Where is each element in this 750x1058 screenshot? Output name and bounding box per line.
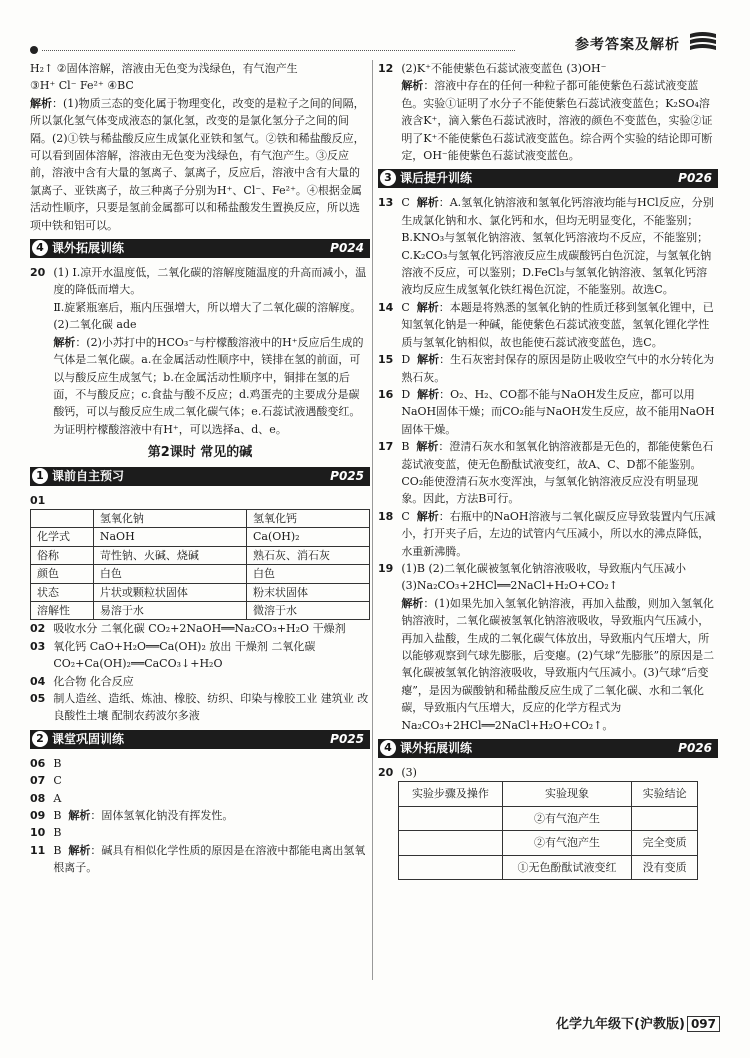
section-bar-preview	[30, 467, 370, 486]
table-header-row	[31, 509, 370, 527]
q12-analysis	[401, 77, 718, 164]
table-cell: 颜色	[31, 565, 94, 583]
section-title: 课外拓展训练	[52, 241, 125, 256]
section-badge: 4	[32, 240, 48, 256]
q20-answer-3: (2)二氧化碳 ade	[53, 318, 137, 332]
section-bar-consolidation	[30, 730, 370, 749]
answer-choice: C	[401, 509, 410, 523]
question-number: 09	[30, 809, 46, 823]
analysis-text: ：(1)物质三态的变化属于物理变化，改变的是粒子之间的间隔，所以氯化氢气体变成液态的氯化氢，改变的是氯化氢分子之间的间隔。(2)①铁与稀盐酸反应生成氯化亚铁和氢气。②铁和稀盐酸反应，可以看到固体溶解，溶液由无色变为浅绿色，有气泡产生。③反应前，溶液中含有大量的氢离子、氯离子，反应后，溶液中含有大量的氯离子、亚铁离子，故三种离子分别为H⁺、Cl⁻、Fe²⁺。④根据金属活动性顺序，只要是氢前金属都可以和稀盐酸发生置换反应，所以选项中铁和铝可以。	[30, 96, 365, 232]
header-bullet	[30, 46, 38, 54]
question-number: 13	[378, 196, 394, 210]
table-cell: Ca(OH)₂	[246, 528, 369, 546]
table-cell: 白色	[246, 565, 369, 583]
question-20-right	[378, 764, 718, 781]
question-number: 17	[378, 440, 394, 454]
table-cell: 状态	[31, 583, 94, 601]
answer-text: (3)	[401, 766, 417, 780]
q12-answer: (2)K⁺不能使紫色石蕊试液变蓝色 (3)OH⁻	[401, 62, 607, 75]
question-01: 01	[30, 493, 46, 507]
answer-choice: C	[401, 196, 410, 210]
column-divider	[372, 60, 373, 980]
answer-choice: D	[401, 387, 411, 401]
section-bar-extension	[30, 239, 370, 258]
book-title: 化学九年级下(沪教版)	[556, 1017, 685, 1032]
answer-body	[401, 508, 718, 560]
analysis-label: 解析	[53, 335, 76, 349]
table-row	[399, 806, 698, 830]
table-cell: 熟石灰、消石灰	[246, 546, 369, 564]
analysis-text: ：O₂、H₂、CO都不能与NaOH发生反应，都可以用NaOH固体干燥；而CO₂能与NaOH发生反应，故不能用NaOH固体干燥。	[401, 387, 715, 436]
question-number: 08	[30, 791, 46, 805]
header-title: 参考答案及解析	[575, 37, 680, 53]
question-07	[30, 772, 370, 789]
analysis-label: 解析	[68, 809, 91, 823]
table-cell: 没有变质	[632, 855, 698, 879]
question-11	[30, 842, 370, 877]
answer-body	[53, 807, 233, 824]
section-title: 课前自主预习	[52, 468, 125, 483]
section-page-ref: P025	[330, 468, 364, 483]
table-row	[31, 565, 370, 583]
table-row	[31, 546, 370, 564]
section-title: 课外拓展训练	[400, 741, 473, 756]
answer-choice: B	[53, 843, 62, 857]
analysis-label: 解析	[401, 596, 424, 610]
section-title: 课后提升训练	[400, 171, 473, 186]
analysis-label: 解析	[416, 196, 439, 210]
prev-answer-line-2: ③H⁺ Cl⁻ Fe²⁺ ④BC	[30, 79, 134, 93]
table-header-cell	[31, 509, 94, 527]
table-cell: 溶解性	[31, 601, 94, 619]
answer-body	[401, 438, 718, 508]
table-cell: 完全变质	[632, 831, 698, 855]
table-cell: ②有气泡产生	[502, 831, 631, 855]
question-number: 20	[378, 766, 394, 780]
section-badge: 4	[380, 740, 396, 756]
answer-body	[401, 386, 718, 438]
answer-text: 制人造丝、造纸、炼油、橡胶、纺织、印染与橡胶工业 建筑业 改良酸性土壤 配制农药波尔多液	[53, 692, 369, 723]
question-number: 12	[378, 62, 394, 75]
left-column	[30, 60, 370, 877]
question-number: 04	[30, 674, 46, 688]
section-page-ref: P026	[678, 171, 712, 186]
answer-choice: C	[53, 774, 62, 788]
question-number: 18	[378, 509, 394, 523]
hydroxide-comparison-table	[30, 509, 370, 620]
analysis-label: 解析	[401, 79, 424, 93]
question-06	[30, 755, 370, 772]
table-header-row	[399, 782, 698, 806]
section-badge: 1	[32, 468, 48, 484]
answer-body	[401, 351, 718, 386]
analysis-text: ：澄清石灰水和氢氧化钠溶液都是无色的，都能使紫色石蕊试液变蓝，使无色酚酞试液变红，故A、C、D都不能鉴别。CO₂能使澄清石灰水变浑浊，与氢氧化钠溶液反应没有明显现象。因此，方法B可行。	[401, 440, 714, 506]
analysis-label: 解析	[30, 96, 52, 110]
table-cell: ②有气泡产生	[502, 806, 631, 830]
question-04	[30, 673, 370, 690]
question-number: 05	[30, 692, 46, 705]
answer-choice: C	[401, 300, 410, 314]
question-number: 03	[30, 639, 46, 653]
table-cell	[632, 806, 698, 830]
question-number: 16	[378, 387, 394, 401]
question-10	[30, 824, 370, 841]
table-cell: 苛性钠、火碱、烧碱	[93, 546, 246, 564]
question-03	[30, 638, 370, 673]
question-02	[30, 620, 370, 637]
book-logo-icon	[686, 30, 720, 54]
page-number: 097	[687, 1016, 720, 1032]
answer-text: 吸收水分 二氧化碳 CO₂+2NaOH══Na₂CO₃+H₂O 干燥剂	[53, 622, 346, 636]
analysis-text: ：右瓶中的NaOH溶液与二氧化碳反应导致装置内气压减小，打开夹子后，左边的试管内气压减小，所以水的沸点降低，水重新沸腾。	[401, 509, 716, 558]
question-14	[378, 299, 718, 351]
table-header-cell: 实验结论	[632, 782, 698, 806]
q19-answer: (1)B (2)二氧化碳被氢氧化钠溶液吸收，导致瓶内气压减小 (3)Na₂CO₃+2HCl══2NaCl+H₂O+CO₂↑	[401, 561, 687, 593]
table-row	[31, 583, 370, 601]
question-09	[30, 807, 370, 824]
question-number: 14	[378, 300, 394, 314]
answer-text: 化合物 化合反应	[53, 674, 134, 688]
answer-text: 氧化钙 CaO+H₂O══Ca(OH)₂ 放出 干燥剂 二氧化碳 CO₂+Ca(OH)₂══CaCO₃↓+H₂O	[53, 639, 316, 671]
table-cell: ①无色酚酞试液变红	[502, 855, 631, 879]
analysis-label: 解析	[417, 353, 440, 367]
section-page-ref: P025	[330, 731, 364, 746]
answer-choice: B	[53, 826, 62, 840]
analysis-label: 解析	[417, 387, 440, 401]
analysis-text: ：(2)小苏打中的HCO₃⁻与柠檬酸溶液中的H⁺反应后生成的气体是二氧化碳。a.在金属活动性顺序中，镁排在氢的前面，可以与酸反应生成氢气；b.在金属活动性顺序中，铜排在氢的后面，不与酸反应；c.食盐与酸不反应；d.鸡蛋壳的主要成分是碳酸钙，可以与酸反应生成二氧化碳气体；e.石蕊试液遇酸变红。为证明柠檬酸溶液中有H⁺，可以选择a、d、e。	[53, 335, 364, 436]
section-title: 课堂巩固训练	[52, 731, 125, 746]
analysis-label: 解析	[416, 440, 439, 454]
answer-body	[401, 299, 718, 351]
q20-answer-1: (1) Ⅰ.凉开水温度低，二氧化碳的溶解度随温度的升高而减小，温度的降低而增大。	[53, 266, 367, 297]
question-number: 02	[30, 622, 46, 636]
question-19	[378, 560, 718, 734]
table-cell: NaOH	[93, 528, 246, 546]
question-number: 19	[378, 561, 394, 575]
section-badge: 2	[32, 731, 48, 747]
table-row	[31, 601, 370, 619]
question-20	[30, 264, 370, 438]
table-cell	[399, 855, 503, 879]
analysis-label: 解析	[416, 509, 439, 523]
table-header-cell: 实验步骤及操作	[399, 782, 503, 806]
answer-body	[401, 194, 718, 298]
table-row	[399, 855, 698, 879]
table-cell: 粉末状固体	[246, 583, 369, 601]
question-12	[378, 60, 718, 164]
table-row	[399, 831, 698, 855]
right-column	[378, 60, 718, 880]
question-15	[378, 351, 718, 386]
section-bar-extension-right	[378, 739, 718, 758]
answer-choice: D	[401, 353, 411, 367]
analysis-label: 解析	[416, 300, 439, 314]
header-dotted-rule	[42, 50, 515, 51]
section-page-ref: P026	[678, 741, 712, 756]
table-cell	[399, 806, 503, 830]
q20-analysis	[53, 334, 370, 438]
question-13	[378, 194, 718, 298]
answer-choice: B	[53, 756, 62, 770]
section-bar-after-class	[378, 169, 718, 188]
question-number: 10	[30, 826, 46, 840]
answer-choice: B	[53, 809, 62, 823]
table-cell: 白色	[93, 565, 246, 583]
question-number: 06	[30, 756, 46, 770]
question-18	[378, 508, 718, 560]
table-header-cell: 实验现象	[502, 782, 631, 806]
answer-body	[53, 842, 370, 877]
prev-answer-line-1: H₂↑ ②固体溶解，溶液由无色变为浅绿色，有气泡产生	[30, 62, 298, 75]
analysis-text: ：本题是将熟悉的氢氧化钠的性质迁移到氢氧化锂中，已知氢氧化钠是一种碱，能使紫色石蕊试液变蓝，氢氧化锂化学性质与氢氧化钠相似，故也能使石蕊试液变蓝色，选C。	[401, 300, 714, 349]
table-header-cell: 氢氧化钠	[93, 509, 246, 527]
analysis-text: ：固体氢氧化钠没有挥发性。	[90, 809, 234, 823]
page-header	[30, 30, 720, 54]
analysis-text: ：(1)如果先加入氢氧化钠溶液，再加入盐酸，则加入氢氧化钠溶液时，二氧化碳被氢氧化钠溶液吸收，导致瓶内气压减小，再加入盐酸，生成的二氧化碳气体放出，导致瓶内气压增大，所以能够观察到气球先膨胀，后变瘪。(2)气球“先膨胀”的原因是二氧化碳被氢氧化钠溶液吸收，导致瓶内气压减小。(3)气球“后变瘪”，是因为碳酸钠和稀盐酸反应生成了二氧化碳、水和二氧化碳，导致瓶内气压增大，反应的化学方程式为Na₂CO₃+2HCl══2NaCl+H₂O+CO₂↑。	[401, 596, 715, 732]
analysis-text: ：碱具有相似化学性质的原因是在溶液中都能电离出氢氧根离子。	[53, 843, 366, 875]
question-number: 20	[30, 266, 46, 280]
table-row	[31, 528, 370, 546]
question-number: 11	[30, 843, 46, 857]
table-header-cell: 氢氧化钙	[246, 509, 369, 527]
section-page-ref: P024	[330, 241, 364, 256]
experiment-table	[398, 781, 698, 880]
table-cell: 易溶于水	[93, 601, 246, 619]
question-05	[30, 690, 370, 725]
answer-choice: A	[53, 791, 62, 805]
section-badge: 3	[380, 170, 396, 186]
analysis-text: ：A.氢氧化钠溶液和氢氧化钙溶液均能与HCl反应，分别生成氯化钠和水、氯化钙和水，但均无明显变化，不能鉴别；B.KNO₃与氢氧化钠溶液、氢氧化钙溶液均不反应，不能鉴别；C.K₂CO₃与氢氧化钙溶液反应生成碳酸钙白色沉淀，与氢氧化钠溶液不反应，可以鉴别；D.FeCl₃与氢氧化钠溶液、氢氧化钙溶液均反应生成氢氧化铁红褐色沉淀，不能鉴别。故选C。	[401, 196, 714, 297]
answer-choice: B	[401, 440, 410, 454]
table-cell: 俗称	[31, 546, 94, 564]
table-cell	[399, 831, 503, 855]
question-08	[30, 790, 370, 807]
lesson-title: 第2课时 常见的碱	[147, 445, 253, 461]
table-cell: 微溶于水	[246, 601, 369, 619]
page-footer	[556, 1013, 720, 1032]
analysis-text: ：溶液中存在的任何一种粒子都可能使紫色石蕊试液变蓝色。实验①证明了水分子不能使紫色石蕊试液变蓝色；K₂SO₄溶液含K⁺，滴入紫色石蕊试液时，溶液的颜色不变蓝色，实验②证明了K⁺不能使紫色石蕊试液变蓝色。综合两个实验的结论即可断定，OH⁻能使紫色石蕊试液变蓝色。	[401, 79, 713, 163]
analysis-text: ：生石灰密封保存的原因是防止吸收空气中的水分转化为熟石灰。	[401, 353, 715, 384]
prev-analysis	[30, 95, 370, 234]
question-number: 15	[378, 353, 394, 367]
question-16	[378, 386, 718, 438]
question-17	[378, 438, 718, 508]
q19-analysis	[401, 595, 718, 734]
q20-answer-2: Ⅱ.旋紧瓶塞后，瓶内压强增大，所以增大了二氧化碳的溶解度。	[53, 300, 362, 314]
table-cell: 片状或颗粒状固体	[93, 583, 246, 601]
question-number: 07	[30, 774, 46, 788]
table-cell: 化学式	[31, 528, 94, 546]
analysis-label: 解析	[68, 843, 91, 857]
